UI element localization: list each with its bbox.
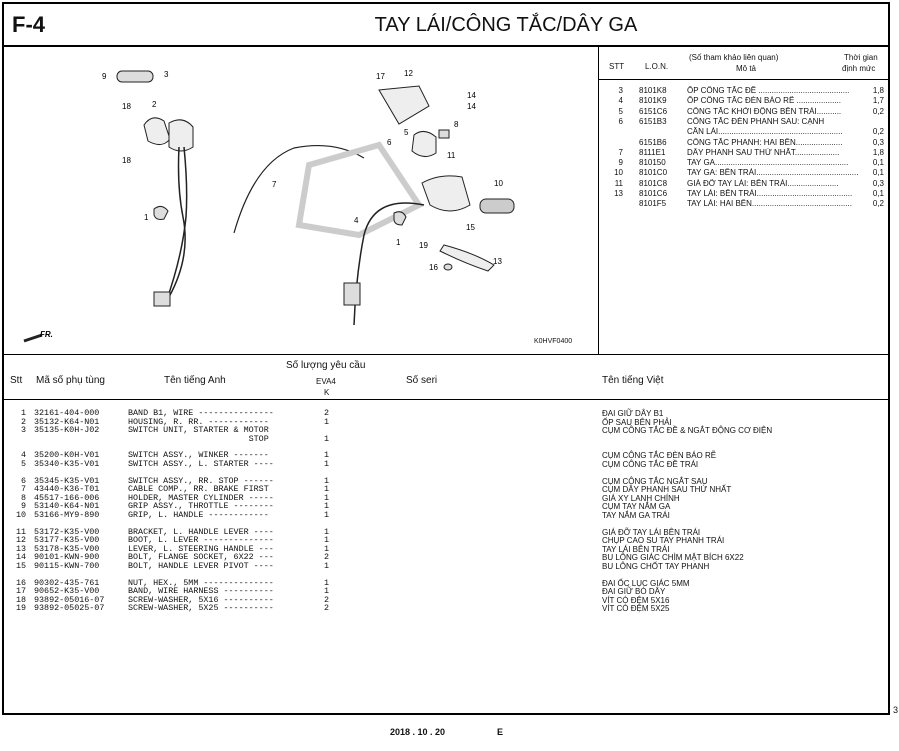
row-qty: 1 bbox=[324, 433, 330, 444]
footer-mark: E bbox=[497, 727, 504, 737]
lon-time: 0,1 bbox=[872, 189, 884, 198]
row-vietnamese: CHỤP CAO SU TAY PHANH TRÁI bbox=[602, 536, 725, 546]
lon-table-header bbox=[599, 53, 888, 80]
row-qty: 1 bbox=[324, 484, 330, 495]
header-vietnamese: Tên tiếng Việt bbox=[602, 375, 664, 386]
lon-code: 6151C6 bbox=[639, 106, 668, 116]
header-english: Tên tiếng Anh bbox=[164, 375, 226, 386]
lon-desc: CÔNG TẮC PHANH: HAI BÊN..................... bbox=[687, 137, 843, 147]
table-row bbox=[4, 562, 888, 571]
row-vietnamese: CỤM CÔNG TẮC ĐỀ & NGẮT ĐỘNG CƠ ĐIỆN bbox=[602, 426, 773, 436]
lon-row bbox=[599, 138, 888, 148]
row-english: LEVER, L. STEERING HANDLE --- bbox=[128, 543, 274, 554]
parts-diagram bbox=[4, 45, 599, 354]
callout-label: 6 bbox=[387, 138, 392, 147]
row-stt: 1 bbox=[16, 408, 27, 418]
callout-label: 4 bbox=[354, 216, 359, 225]
row-english: SWITCH ASSY., WINKER ------- bbox=[128, 450, 269, 461]
lon-stt: 3 bbox=[618, 86, 623, 95]
lon-stt: 11 bbox=[614, 178, 623, 188]
lon-time: 0,1 bbox=[872, 168, 884, 178]
row-english: SCREW-WASHER, 5X16 ---------- bbox=[128, 594, 274, 605]
left-switch-shape bbox=[422, 176, 470, 211]
lon-time: 1,8 bbox=[872, 86, 884, 95]
row-stt: 13 bbox=[16, 543, 27, 554]
row-part-no: 93892-05025-07 bbox=[34, 603, 105, 614]
edge-mark: 3 bbox=[893, 705, 899, 715]
callout-label: 9 bbox=[102, 72, 107, 81]
callout-label: 13 bbox=[493, 257, 502, 266]
row-stt: 10 bbox=[16, 510, 27, 520]
lon-desc: CÔNG TẮC ĐÈN PHANH SAU: CẠNH bbox=[687, 116, 825, 126]
row-part-no: 35132-K64-N01 bbox=[34, 416, 100, 427]
row-vietnamese: BU LÔNG GIÁC CHÌM MẶT BÍCH 6X22 bbox=[602, 553, 744, 563]
row-part-no: 35345-K35-V01 bbox=[34, 475, 100, 486]
lon-time: 0,2 bbox=[872, 127, 884, 137]
row-vietnamese: TAY NẮM GA TRÁI bbox=[602, 511, 670, 520]
row-english: BOLT, FLANGE SOCKET, 6X22 --- bbox=[128, 552, 274, 563]
row-part-no: 53178-K35-V00 bbox=[34, 543, 100, 554]
row-english: BRACKET, L. HANDLE LEVER ---- bbox=[128, 526, 274, 537]
row-english: BAND B1, WIRE --------------- bbox=[128, 408, 274, 418]
lon-row bbox=[599, 107, 888, 117]
callout-label: 1 bbox=[144, 213, 149, 222]
row-vietnamese: CỤM DÂY PHANH SAU THỨ NHẤT bbox=[602, 485, 732, 495]
row-qty: 1 bbox=[324, 561, 330, 571]
lon-desc: TAY LÁI: HAI BÊN............................................. bbox=[687, 199, 852, 209]
lon-row bbox=[599, 86, 888, 96]
lon-time: 1,7 bbox=[872, 96, 884, 106]
row-part-no: 45517-166-006 bbox=[34, 492, 100, 503]
callout-label: 3 bbox=[164, 70, 169, 79]
callout-label: 18 bbox=[122, 102, 131, 111]
row-stt: 12 bbox=[16, 535, 27, 546]
callout-label: 7 bbox=[272, 180, 277, 189]
header-model-k: K bbox=[324, 388, 330, 397]
lon-header-time: Thời gian bbox=[844, 53, 878, 62]
row-part-no: 53177-K35-V00 bbox=[34, 535, 100, 546]
row-qty: 1 bbox=[324, 510, 330, 520]
row-qty: 1 bbox=[324, 577, 330, 588]
lon-code: 8101K9 bbox=[639, 96, 667, 106]
row-part-no: 35340-K35-V01 bbox=[34, 459, 100, 469]
lon-desc: ỐP CÔNG TẮC ĐÈN BÁO RẼ .................... bbox=[687, 96, 841, 106]
lon-stt: 13 bbox=[614, 189, 623, 198]
lon-code: 6151B6 bbox=[639, 137, 667, 147]
row-stt: 16 bbox=[16, 577, 27, 588]
labor-operation-table bbox=[599, 45, 888, 354]
front-label: FR. bbox=[40, 330, 53, 339]
row-vietnamese: VÍT CÓ ĐỆM 5X16 bbox=[602, 595, 670, 605]
header-model: EVA4 bbox=[316, 377, 336, 386]
row-part-no: 53166-MY9-890 bbox=[34, 510, 100, 520]
parts-table-header bbox=[4, 354, 888, 400]
row-vietnamese: BU LÔNG CHỐT TAY PHANH bbox=[602, 562, 710, 571]
row-qty: 1 bbox=[324, 501, 330, 512]
callout-label: 2 bbox=[152, 100, 157, 109]
row-english: BAND, WIRE HARNESS ---------- bbox=[128, 586, 274, 597]
lon-desc: ỐP CÔNG TẮC ĐỀ ......................................... bbox=[687, 86, 850, 95]
row-part-no: 32161-404-000 bbox=[34, 408, 100, 418]
switch-unit-shape bbox=[169, 120, 193, 151]
callout-label: 14 bbox=[467, 91, 476, 100]
callout-label: 8 bbox=[454, 120, 459, 129]
callout-label: 15 bbox=[466, 223, 475, 232]
row-english: SWITCH ASSY., RR. STOP ------ bbox=[128, 475, 274, 486]
lon-row bbox=[599, 96, 888, 106]
page-code: F-4 bbox=[12, 12, 45, 37]
row-stt: 5 bbox=[16, 459, 27, 469]
row-english: SWITCH UNIT, STARTER & MOTOR bbox=[128, 425, 269, 436]
row-vietnamese: ĐAI ỐC LỤC GIÁC 5MM bbox=[602, 578, 690, 588]
callout-label: 18 bbox=[122, 156, 131, 165]
row-stt: 17 bbox=[16, 586, 27, 597]
exploded-view-drawing bbox=[4, 45, 598, 354]
page-frame bbox=[2, 2, 890, 715]
row-stt: 3 bbox=[16, 425, 27, 436]
row-stt: 18 bbox=[16, 594, 27, 605]
lon-desc: CÔNG TẮC KHỞI ĐỘNG BÊN TRÁI........... bbox=[687, 106, 842, 116]
row-part-no: 93892-05016-07 bbox=[34, 594, 105, 605]
callout-label: 12 bbox=[404, 69, 413, 78]
header-qty: Số lượng yêu cầu bbox=[286, 360, 366, 371]
row-stt: 8 bbox=[16, 492, 27, 503]
callout-label: 11 bbox=[447, 151, 456, 160]
row-qty: 1 bbox=[324, 586, 330, 597]
row-vietnamese: CỤM CÔNG TẮC NGẮT SAU bbox=[602, 476, 708, 486]
lon-header-stt: STT bbox=[609, 62, 625, 71]
lon-row bbox=[599, 158, 888, 168]
wire-band-shape bbox=[154, 206, 168, 219]
lon-row bbox=[599, 189, 888, 199]
row-english: GRIP, L. HANDLE ------------ bbox=[128, 510, 269, 520]
row-part-no: 53140-K64-N01 bbox=[34, 501, 100, 512]
left-grip-shape bbox=[480, 199, 514, 213]
row-vietnamese: CỤM CÔNG TẮC ĐỀ TRÁI bbox=[602, 460, 699, 469]
row-part-no: 35135-K0H-J02 bbox=[34, 425, 100, 436]
row-stt: 19 bbox=[16, 603, 27, 614]
lon-stt: 6 bbox=[618, 116, 623, 126]
lon-header-ref: (Số tham khảo liên quan) bbox=[689, 53, 779, 62]
row-vietnamese: VÍT CÓ ĐỆM 5X25 bbox=[602, 604, 670, 614]
row-qty: 1 bbox=[324, 475, 330, 486]
lon-code: 8101F5 bbox=[639, 199, 667, 209]
row-part-no: 43440-K36-T01 bbox=[34, 484, 100, 495]
row-part-no: 53172-K35-V00 bbox=[34, 526, 100, 537]
row-english: SWITCH ASSY., L. STARTER ---- bbox=[128, 459, 274, 469]
row-english: HOLDER, MASTER CYLINDER ----- bbox=[128, 492, 274, 503]
callout-label: 19 bbox=[419, 241, 428, 250]
row-vietnamese: GIÁ ĐỠ TAY LÁI BÊN TRÁI bbox=[602, 527, 701, 537]
nut-shape bbox=[444, 264, 452, 270]
page-header bbox=[4, 4, 888, 47]
row-qty: 1 bbox=[324, 543, 330, 554]
figure-code: K0HVF0400 bbox=[534, 338, 573, 345]
lon-desc: GIÁ ĐỠ TAY LÁI: BÊN TRÁI....................... bbox=[687, 178, 839, 188]
row-qty: 2 bbox=[324, 594, 330, 605]
lon-row bbox=[599, 148, 888, 158]
callout-label: 10 bbox=[494, 179, 503, 188]
table-row bbox=[4, 460, 888, 469]
row-stt: 4 bbox=[16, 450, 27, 461]
lon-code: 6151B3 bbox=[639, 116, 667, 126]
lon-row bbox=[599, 179, 888, 189]
lon-code: 8101C0 bbox=[639, 168, 668, 178]
row-english: HOUSING, R. RR. ------------ bbox=[128, 416, 269, 427]
row-stt: 15 bbox=[16, 561, 27, 571]
row-qty: 1 bbox=[324, 450, 330, 461]
row-qty: 2 bbox=[324, 603, 330, 614]
row-english: SCREW-WASHER, 5X25 ---------- bbox=[128, 603, 274, 614]
lon-stt: 9 bbox=[618, 158, 623, 168]
row-part-no: 90101-KWN-900 bbox=[34, 552, 100, 563]
row-qty: 2 bbox=[324, 552, 330, 563]
row-vietnamese: GIÁ XY LANH CHÍNH bbox=[602, 493, 680, 503]
row-part-no: 90302-435-761 bbox=[34, 577, 100, 588]
lon-desc: DÂY PHANH SAU THỨ NHẤT.................... bbox=[687, 147, 840, 157]
row-qty: 1 bbox=[324, 459, 330, 469]
lon-code: 810150 bbox=[639, 158, 666, 168]
lon-stt: 4 bbox=[618, 96, 623, 106]
row-qty: 1 bbox=[324, 526, 330, 537]
header-serial: Số seri bbox=[406, 375, 438, 386]
lon-desc: TAY GA............................................................ bbox=[687, 158, 849, 168]
lon-time: 0,3 bbox=[872, 137, 884, 147]
lon-row bbox=[599, 117, 888, 127]
right-housing-shape bbox=[144, 118, 170, 145]
row-vietnamese: ĐAI GIỮ DÂY B1 bbox=[602, 409, 664, 418]
lon-time: 0,2 bbox=[872, 199, 884, 209]
row-vietnamese: CỤM CÔNG TẮC ĐÈN BÁO RẼ bbox=[602, 451, 717, 461]
lon-time: 0,3 bbox=[872, 178, 884, 188]
boot-shape bbox=[379, 86, 429, 124]
row-part-no: 90115-KWN-700 bbox=[34, 561, 100, 571]
header-stt: Stt bbox=[10, 375, 23, 386]
lon-code: 8101C6 bbox=[639, 189, 668, 198]
lon-desc: TAY LÁI: BÊN TRÁI........................................... bbox=[687, 189, 853, 198]
holder-shape bbox=[412, 131, 436, 156]
row-vietnamese: ỐP SAU BÊN PHẢI bbox=[602, 417, 672, 427]
callout-label: 14 bbox=[467, 102, 476, 111]
row-stt: 7 bbox=[16, 484, 27, 495]
lon-time: 0,2 bbox=[872, 106, 884, 116]
table-row bbox=[4, 511, 888, 520]
row-english: BOOT, L. LEVER -------------- bbox=[128, 535, 274, 546]
lon-code: 8101C8 bbox=[639, 178, 668, 188]
lon-code: 8101K8 bbox=[639, 86, 667, 95]
row-qty: 2 bbox=[324, 408, 330, 418]
row-qty: 1 bbox=[324, 492, 330, 503]
lon-stt: 5 bbox=[618, 106, 623, 116]
lon-row bbox=[599, 199, 888, 209]
throttle-grip-shape bbox=[117, 71, 153, 82]
lon-desc: TAY GA: BÊN TRÁI.............................................. bbox=[687, 168, 859, 178]
lon-row bbox=[599, 168, 888, 178]
row-english: BOLT, HANDLE LEVER PIVOT ---- bbox=[128, 561, 274, 571]
row-english: NUT, HEX., 5MM -------------- bbox=[128, 577, 274, 588]
row-stt: 9 bbox=[16, 501, 27, 512]
callout-label: 17 bbox=[376, 72, 385, 81]
left-wire-shape bbox=[169, 147, 185, 297]
row-stt: 2 bbox=[16, 416, 27, 427]
row-english: STOP bbox=[128, 433, 269, 444]
callout-label: 16 bbox=[429, 263, 438, 272]
lon-time: 1,8 bbox=[872, 147, 884, 157]
lon-code: 8111E1 bbox=[639, 147, 666, 157]
lon-stt: 10 bbox=[614, 168, 623, 178]
row-stt: 6 bbox=[16, 475, 27, 486]
lon-header-lon: L.O.N. bbox=[645, 62, 669, 71]
footer-date: 2018 . 10 . 20 bbox=[390, 727, 446, 737]
row-vietnamese: TAY LÁI BÊN TRÁI bbox=[602, 544, 670, 554]
lon-header-time2: định mức bbox=[842, 64, 876, 73]
row-qty: 1 bbox=[324, 535, 330, 546]
row-english: GRIP ASSY., THROTTLE -------- bbox=[128, 501, 274, 512]
row-vietnamese: ĐAI GIỮ BÓ DÂY bbox=[602, 587, 666, 597]
callout-label: 5 bbox=[404, 128, 409, 137]
page-title: TAY LÁI/CÔNG TẮC/DÂY GA bbox=[374, 14, 638, 36]
row-stt: 11 bbox=[16, 526, 27, 537]
row-vietnamese: CỤM TAY NẮM GA bbox=[602, 502, 671, 512]
lon-stt: 7 bbox=[618, 147, 623, 157]
left-connector-shape bbox=[154, 292, 170, 306]
lon-desc: CẦN LÁI........................................................ bbox=[687, 127, 843, 137]
row-english: CABLE COMP., RR. BRAKE FIRST bbox=[128, 484, 269, 495]
lon-time: 0,1 bbox=[872, 158, 884, 168]
row-stt: 14 bbox=[16, 552, 27, 563]
lon-row bbox=[599, 127, 888, 137]
header-part-no: Mã số phụ tùng bbox=[36, 375, 105, 386]
lon-header-desc: Mô tả bbox=[736, 64, 757, 73]
row-part-no: 90652-K35-V00 bbox=[34, 586, 100, 597]
table-row bbox=[4, 435, 888, 444]
callout-label: 1 bbox=[396, 238, 401, 247]
row-part-no: 35200-K0H-V01 bbox=[34, 450, 100, 461]
table-row bbox=[4, 604, 888, 613]
right-connector-shape bbox=[344, 283, 360, 305]
row-qty: 1 bbox=[324, 416, 330, 427]
